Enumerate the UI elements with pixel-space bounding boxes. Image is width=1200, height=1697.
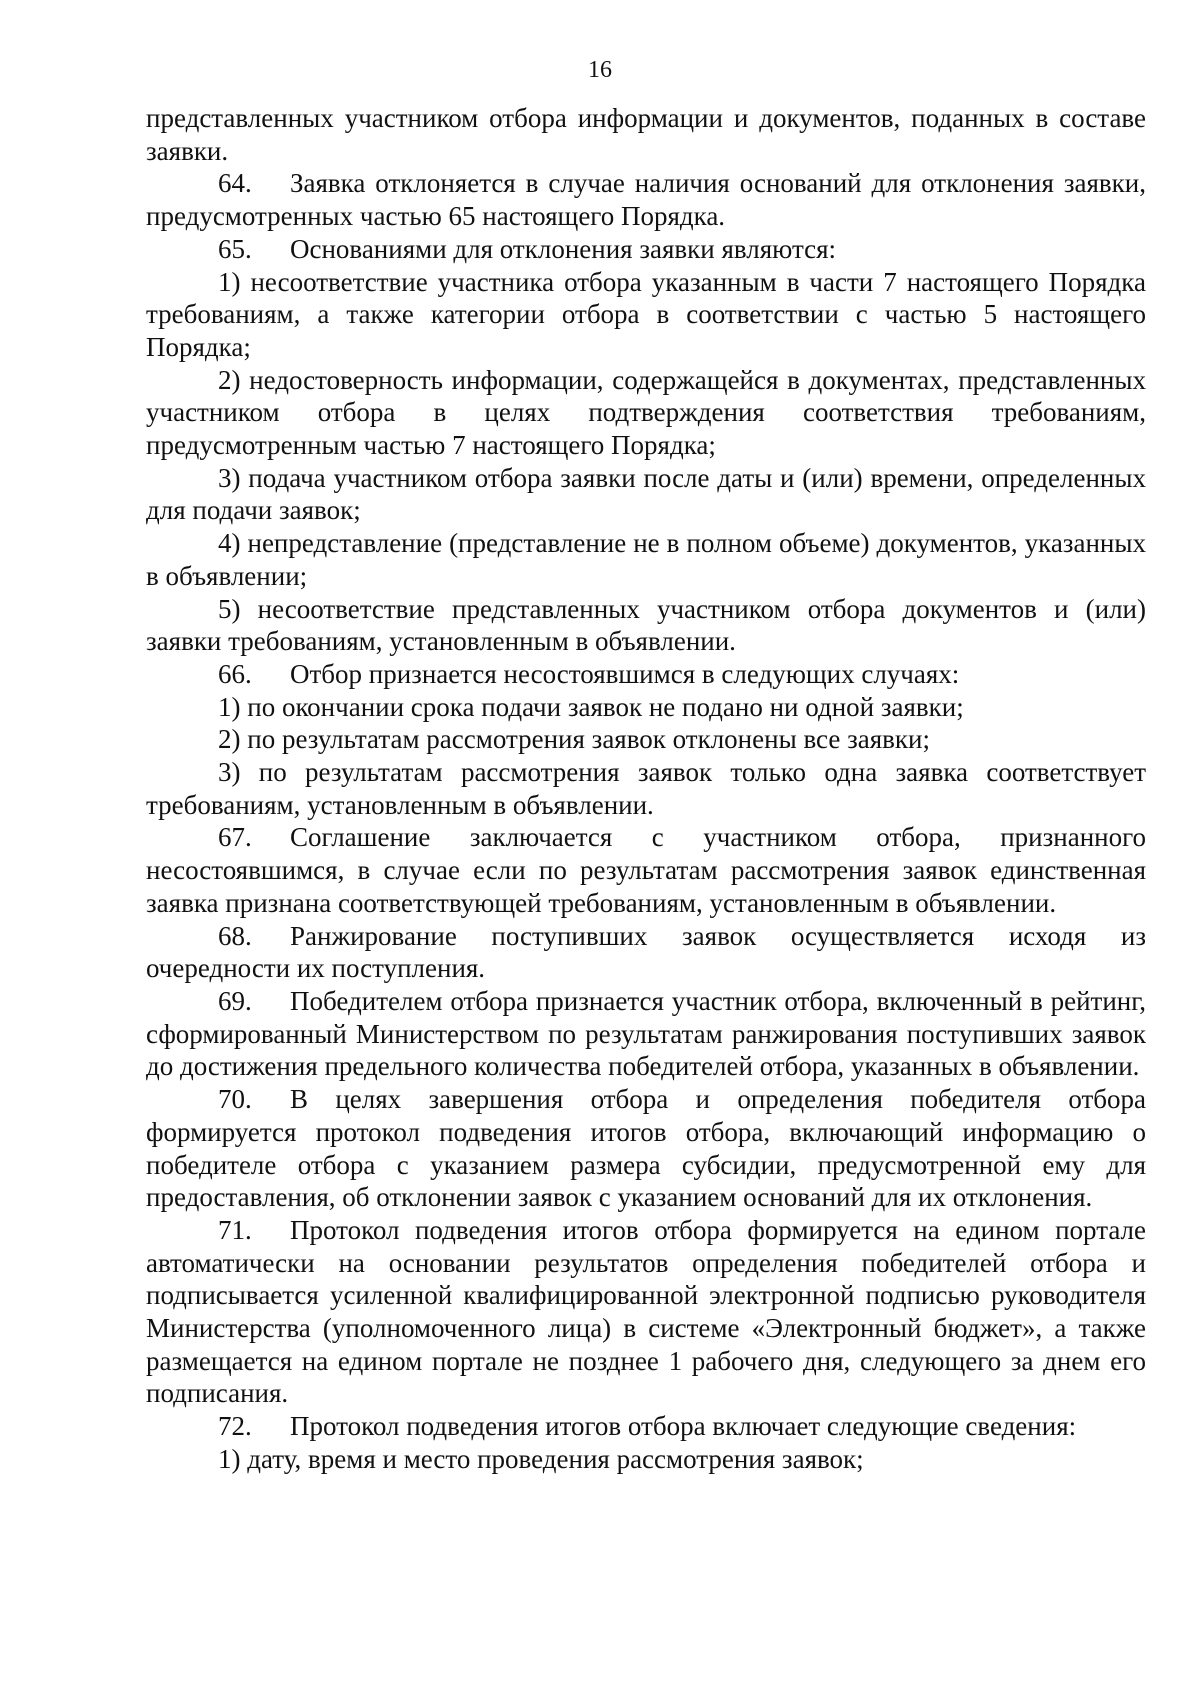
numbered-paragraph	[146, 1410, 1146, 1443]
list-item	[146, 266, 1146, 364]
numbered-paragraph	[146, 1214, 1146, 1410]
list-item-text: 5) несоответствие представленных участником отбора документов и (или) заявки требованиям, установленным в объявлении.	[146, 593, 1146, 657]
paragraph-number: 64.	[218, 168, 252, 199]
paragraph-number: 71.	[218, 1214, 252, 1245]
list-item-text: 1) по окончании срока подачи заявок не подано ни одной заявки;	[218, 691, 964, 722]
numbered-paragraph	[146, 985, 1146, 1083]
paragraph-text: Протокол подведения итогов отбора формируется на едином портале автоматически на основании результатов определения победителей отбора и подписывается усиленной квалифицированной электронной подписью руководителя Министерства (уполномоченного лица) в системе «Электронный бюджет», а также размещается на едином портале не позднее 1 рабочего дня, следующего за днем его подписания.	[146, 1214, 1146, 1409]
list-item	[146, 593, 1146, 658]
list-item	[146, 1443, 1146, 1476]
paragraph-number: 66.	[218, 658, 252, 689]
list-item-text: 3) по результатам рассмотрения заявок только одна заявка соответствует требованиям, установленным в объявлении.	[146, 757, 1146, 820]
paragraph-number: 67.	[218, 822, 252, 853]
paragraph-text: Основаниями для отклонения заявки являются:	[290, 233, 837, 264]
document-body	[146, 102, 1146, 1476]
paragraph-text: В целях завершения отбора и определения победителя отбора формируется протокол подведения итогов отбора, включающий информацию о победителе отбора с указанием размера субсидии, предусмотренной ему для предоставления, об отклонении заявок с указанием оснований для их отклонения.	[146, 1084, 1146, 1213]
list-item-text: 2) недостоверность информации, содержащейся в документах, представленных участником отбора в целях подтверждения соответствия требованиям, предусмотренным частью 7 настоящего Порядка;	[146, 364, 1146, 461]
numbered-paragraph	[146, 167, 1146, 232]
list-item	[146, 364, 1146, 462]
list-item	[146, 691, 1146, 724]
paragraph-number: 70.	[218, 1084, 252, 1115]
numbered-paragraph	[146, 233, 1146, 266]
list-item	[146, 527, 1146, 592]
list-item	[146, 756, 1146, 821]
list-item	[146, 723, 1146, 756]
paragraph-text: Победителем отбора признается участник отбора, включенный в рейтинг, сформированный Министерством по результатам ранжирования поступивших заявок до достижения предельного количества победителей отбора, указанных в объявлении.	[146, 985, 1146, 1082]
list-item-text: 3) подача участником отбора заявки после даты и (или) времени, определенных для подачи заявок;	[146, 462, 1146, 526]
paragraph-number: 65.	[218, 233, 252, 264]
numbered-paragraph	[146, 821, 1146, 919]
list-item-text: 1) дату, время и место проведения рассмотрения заявок;	[218, 1443, 864, 1474]
page-number: 16	[588, 57, 612, 83]
list-item-text: 1) несоответствие участника отбора указанным в части 7 настоящего Порядка требованиям, а также категории отбора в соответствии с частью 5 настоящего Порядка;	[146, 266, 1146, 362]
paragraph-text: Отбор признается несостоявшимся в следующих случаях:	[290, 658, 960, 689]
paragraph-text: представленных участником отбора информации и документов, поданных в составе заявки.	[146, 103, 1146, 166]
paragraph-number: 69.	[218, 985, 252, 1016]
numbered-paragraph	[146, 658, 1146, 691]
list-item	[146, 462, 1146, 527]
paragraph-text: Протокол подведения итогов отбора включает следующие сведения:	[290, 1411, 1077, 1442]
paragraph-text: Соглашение заключается с участником отбора, признанного несостоявшимся, в случае если по результатам рассмотрения заявок единственная заявка признана соответствующей требованиям, установленным в объявлении.	[146, 822, 1146, 918]
paragraph-text: Ранжирование поступивших заявок осуществляется исходя из очередности их поступления.	[146, 920, 1146, 984]
paragraph-continuation	[146, 102, 1146, 167]
list-item-text: 2) по результатам рассмотрения заявок отклонены все заявки;	[218, 724, 930, 755]
numbered-paragraph	[146, 920, 1146, 985]
paragraph-number: 68.	[218, 920, 252, 951]
paragraph-text: Заявка отклоняется в случае наличия оснований для отклонения заявки, предусмотренных частью 65 настоящего Порядка.	[146, 168, 1146, 232]
numbered-paragraph	[146, 1083, 1146, 1214]
list-item-text: 4) непредставление (представление не в полном объеме) документов, указанных в объявлении;	[146, 528, 1146, 591]
paragraph-number: 72.	[218, 1411, 252, 1442]
